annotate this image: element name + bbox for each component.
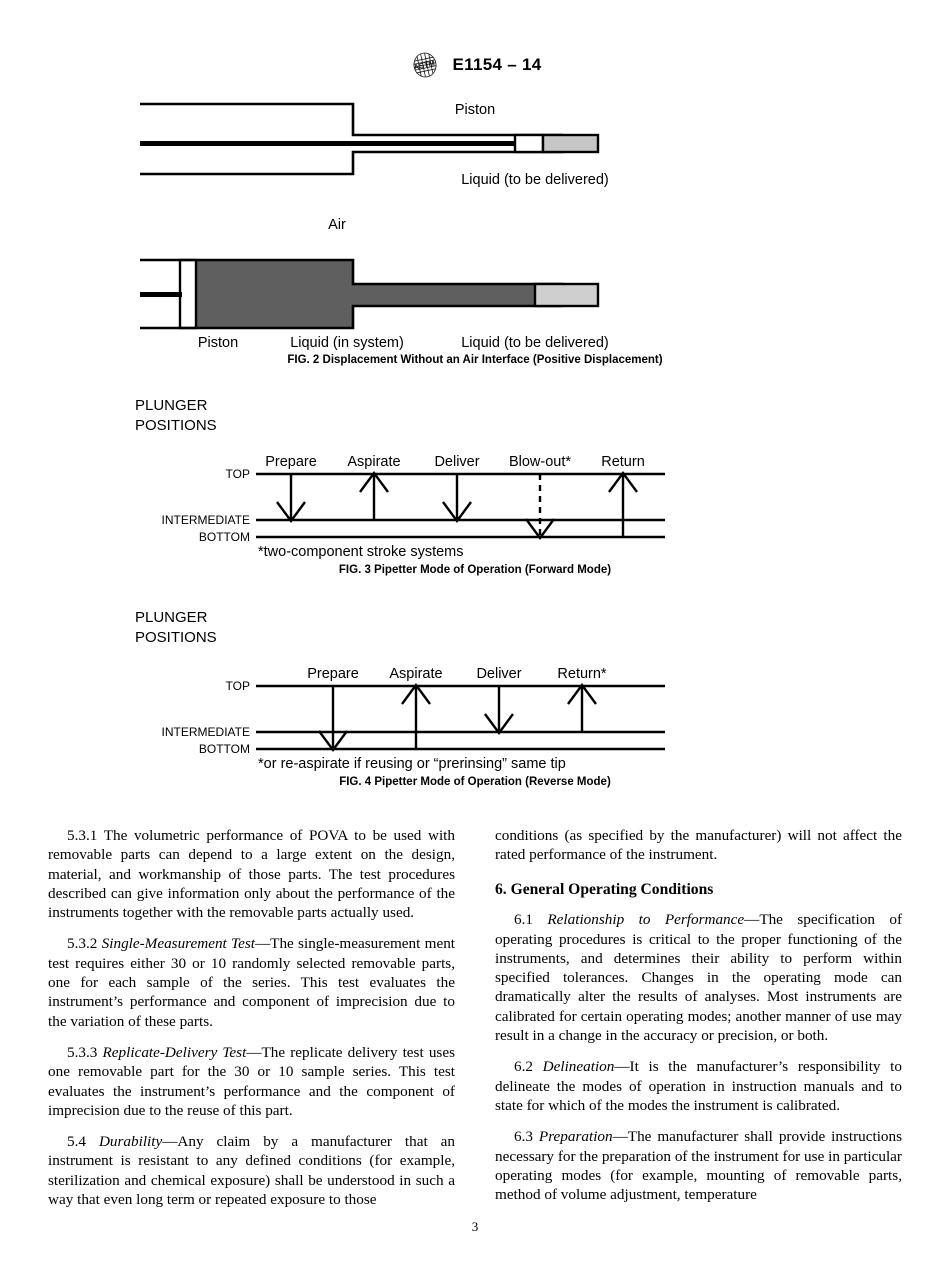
- figure-4-caption: FIG. 4 Pipetter Mode of Operation (Reverse Mode): [339, 776, 611, 788]
- figure-3-caption: FIG. 3 Pipetter Mode of Operation (Forward Mode): [338, 564, 612, 576]
- fig4-stage-label-return: Return*: [557, 666, 607, 682]
- fig2-upper-piston-block: [515, 135, 543, 152]
- paragraph-6-1-text: —The specification of operating procedures is critical to the proper functioning of the instruments, and determines their ability to perform within specified tolerances. Changes in the operating mode can dramatically alter the results of analyses. Most instruments are calibrated for certain operating modes; another manner of use may result in a change in the accuracy or precision, or both.: [495, 911, 902, 1045]
- paragraph-5-4-text: —Any claim by a manufacturer that an instrument is resistant to any defined conditions (for example, sterilization and chemical exposure) shall be understood in such a way that even long term or repeated exposure to those: [48, 1133, 455, 1209]
- fig3-stage-label-aspirate: Aspirate: [347, 454, 401, 470]
- fig4-arrow-aspirate: [402, 685, 430, 749]
- fig3-arrow-aspirate: [360, 473, 388, 520]
- document-designation: E1154 – 14: [452, 55, 542, 74]
- fig2-label-piston-top: Piston: [454, 102, 496, 118]
- paragraph-6-3-text: —The manufacturer shall provide instructions necessary for the preparation of the instrument for use in particular operating modes (for example, mounting of removable parts, method of volume adjustment, temperature: [495, 1128, 903, 1204]
- fig4-footnote: *or re-aspirate if reusing or “prerinsing” same tip: [258, 756, 566, 772]
- fig3-stage-label-deliver: Deliver: [434, 454, 480, 470]
- paragraph-6-2: [495, 1057, 902, 1115]
- figure-3: [0, 388, 950, 576]
- paragraph-5-4: [48, 1132, 455, 1209]
- paragraph-6-3: [495, 1127, 902, 1204]
- paragraph-6-1: [495, 910, 902, 1045]
- fig2-label-air: Air: [328, 217, 346, 233]
- paragraph-6-1-term: Relationship to Performance: [547, 911, 745, 929]
- paragraph-6-3-number: 6.3: [514, 1128, 539, 1146]
- paragraph-6-2-term: Delineation: [542, 1058, 615, 1076]
- fig4-stage-label-prepare: Prepare: [307, 666, 359, 682]
- fig4-arrow-prepare: [319, 686, 347, 750]
- fig2-label-piston-bottom: Piston: [197, 335, 239, 350]
- fig4-axis-label-top: TOP: [225, 679, 250, 693]
- fig2-upper-barrel-top-outline: [140, 104, 563, 135]
- fig3-stage-label-prepare: Prepare: [265, 454, 317, 470]
- fig4-axis-label-intermediate: INTERMEDIATE: [161, 725, 250, 739]
- paragraph-5-3-3-term: Replicate-Delivery Test: [102, 1043, 247, 1061]
- fig3-plunger-heading-line1: PLUNGER: [135, 397, 208, 414]
- paragraph-5-4-number: 5.4: [67, 1133, 99, 1151]
- fig3-stage-label-blow-out: Blow-out*: [508, 454, 572, 470]
- fig2-lower-liquid-to-be-delivered: [535, 284, 598, 306]
- astm-logo-icon: [408, 52, 442, 78]
- paragraph-6-3-term: Preparation: [538, 1128, 613, 1146]
- fig4-plunger-heading-line2: POSITIONS: [135, 629, 217, 646]
- fig2-label-liquid-in-system: Liquid (in system): [290, 335, 404, 350]
- fig3-plunger-heading-line2: POSITIONS: [135, 417, 217, 434]
- fig3-arrow-prepare: [277, 474, 305, 521]
- fig4-stage-label-deliver: Deliver: [476, 666, 522, 682]
- paragraph-5-3-2-text: —The single-measurement ment test requires either 30 or 10 randomly selected removable parts, one for each sample of the series. This test evaluates the instrument’s performance and component of imprecision due to the variation of these parts.: [48, 935, 456, 1030]
- paragraph-5-3-3-text: —The replicate delivery test uses one removable part for the 30 or 10 sample series. This test evaluates the instrument’s performance and the component of imprecision due to the reuse of this part.: [48, 1043, 455, 1119]
- fig2-upper-barrel-bottom-outline: [140, 152, 563, 174]
- fig4-axis-label-bottom: BOTTOM: [198, 742, 250, 756]
- figure-4: [0, 600, 950, 788]
- fig3-axis-label-intermediate: INTERMEDIATE: [161, 513, 250, 527]
- paragraph-5-3-2: [48, 934, 455, 1030]
- paragraph-6-1-number: 6.1: [514, 911, 548, 929]
- page-number: 3: [471, 1219, 479, 1234]
- fig4-arrow-return: [568, 685, 596, 732]
- section-heading-6: 6. General Operating Conditions: [495, 880, 714, 898]
- paragraph-5-3-2-number: 5.3.2: [67, 935, 102, 953]
- right-text-column: [495, 826, 902, 1209]
- paragraph-6-2-number: 6.2: [514, 1058, 543, 1076]
- paragraph-5-4-term: Durability: [98, 1133, 163, 1151]
- fig3-arrow-blow-out: [526, 474, 554, 538]
- fig2-lower-liquid-in-system-fill: [195, 260, 563, 328]
- fig3-stage-label-return: Return: [601, 454, 645, 470]
- left-text-column: [48, 826, 455, 1209]
- fig3-arrow-return: [609, 473, 637, 537]
- fig4-arrow-deliver: [485, 686, 513, 733]
- fig3-axis-label-bottom: BOTTOM: [198, 530, 250, 544]
- paragraph-6-2-text: —It is the manufacturer’s responsibility to delineate the modes of operation in instruction manuals and to state for which of the modes the instrument is calibrated.: [495, 1058, 902, 1114]
- body-columns: [48, 826, 902, 1209]
- paragraph-5-3-3: [48, 1043, 455, 1120]
- paragraph-5-3-1: 5.3.1 The volumetric performance of POVA to be used with removable parts can depend to a large extent on the design, material, and workmanship of those parts. The test procedures described can give information only about the performance of the instruments together with the removable parts actually used.: [48, 827, 455, 922]
- fig4-plunger-heading-line1: PLUNGER: [135, 609, 208, 626]
- figure-2-diagram: [125, 88, 825, 350]
- figure-4-diagram: [125, 600, 825, 772]
- svg-text:ASTM: ASTM: [413, 58, 436, 72]
- fig2-lower-piston-block: [180, 260, 196, 328]
- fig2-label-liquid-delivered-bottom: Liquid (to be delivered): [461, 335, 609, 350]
- fig2-upper-liquid-to-be-delivered: [543, 135, 598, 152]
- figure-3-diagram: [125, 388, 825, 560]
- figure-2: [0, 88, 950, 366]
- fig3-arrow-deliver: [443, 474, 471, 521]
- fig2-label-liquid-delivered-top: Liquid (to be delivered): [461, 172, 609, 188]
- fig3-footnote: *two-component stroke systems: [258, 544, 464, 560]
- figure-2-caption: FIG. 2 Displacement Without an Air Interface (Positive Displacement): [287, 354, 663, 366]
- paragraph-5-3-3-number: 5.3.3: [67, 1043, 103, 1061]
- fig4-stage-label-aspirate: Aspirate: [389, 666, 443, 682]
- fig3-axis-label-top: TOP: [225, 467, 250, 481]
- paragraph-5-3-2-term: Single-Measurement Test: [101, 935, 255, 953]
- page-header: [0, 52, 950, 78]
- paragraph-continuation: conditions (as specified by the manufacturer) will not affect the rated performance of the instrument.: [495, 827, 902, 864]
